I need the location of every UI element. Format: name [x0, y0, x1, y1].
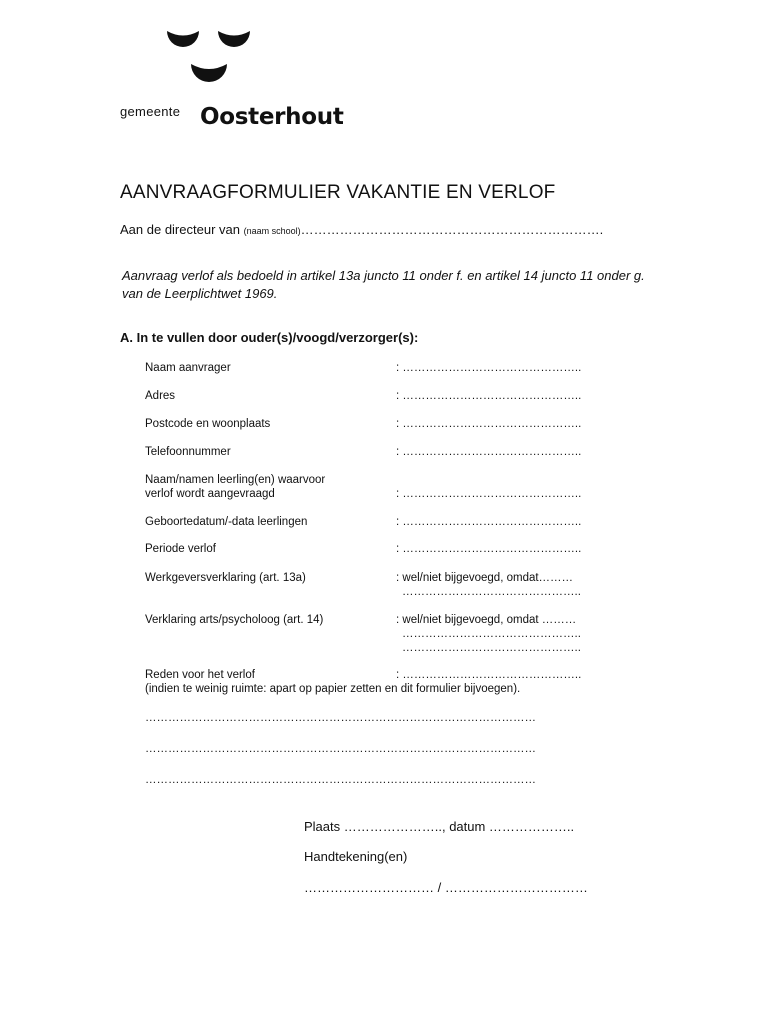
field-input-reden[interactable]: : ………………………………………..: [396, 669, 582, 681]
field-input-arts-extra-2[interactable]: ………………………………………..: [402, 642, 581, 654]
field-label-postcode: Postcode en woonplaats: [145, 418, 271, 430]
form-title: AANVRAAGFORMULIER VAKANTIE EN VERLOF: [120, 182, 556, 203]
intro-prefix: Aan de directeur van: [120, 222, 244, 237]
place-date-field[interactable]: Plaats ………………….., datum ………………..: [304, 819, 575, 834]
field-input-arts-extra-1[interactable]: ………………………………………..: [402, 628, 581, 640]
field-input-geboortedatum[interactable]: : ………………………………………..: [396, 516, 582, 528]
intro-line: [120, 222, 603, 237]
signature-label: Handtekening(en): [304, 849, 408, 864]
school-name-field[interactable]: …………………………………………………………….: [300, 222, 604, 237]
field-label-periode: Periode verlof: [145, 543, 216, 555]
field-label-arts: Verklaring arts/psycholoog (art. 14): [145, 614, 324, 626]
field-label-naam-aanvrager: Naam aanvrager: [145, 362, 231, 374]
legal-text-line-1: Aanvraag verlof als bedoeld in artikel 13a juncto 11 onder f. en artikel 14 juncto 11 onder g.: [122, 268, 645, 283]
field-input-naam-aanvrager[interactable]: : ………………………………………..: [396, 362, 582, 374]
field-label-geboortedatum: Geboortedatum/-data leerlingen: [145, 516, 308, 528]
field-input-telefoon[interactable]: : ………………………………………..: [396, 446, 582, 458]
section-a-heading: A. In te vullen door ouder(s)/voogd/verzorger(s):: [120, 330, 419, 345]
reason-line-1[interactable]: …………………………………………………………………………………………: [145, 712, 536, 724]
logo-text-oosterhout: Oosterhout: [200, 104, 344, 130]
intro-note: (naam school): [243, 226, 301, 236]
signature-field[interactable]: ………………………… / ……………………………: [304, 880, 588, 895]
field-label-adres: Adres: [145, 390, 176, 402]
field-label-telefoon: Telefoonnummer: [145, 446, 231, 458]
field-input-adres[interactable]: : ………………………………………..: [396, 390, 582, 402]
field-input-postcode[interactable]: : ………………………………………..: [396, 418, 582, 430]
logo-text-gemeente: gemeente: [120, 104, 181, 119]
legal-text-line-2: van de Leerplichtwet 1969.: [122, 286, 278, 301]
field-label-reden: Reden voor het verlof: [145, 669, 255, 681]
field-input-werkgever[interactable]: : wel/niet bijgevoegd, omdat………: [396, 572, 574, 584]
field-label-leerlingen-line-2: verlof wordt aangevraagd: [145, 488, 275, 500]
reason-line-2[interactable]: …………………………………………………………………………………………: [145, 743, 536, 755]
field-input-periode[interactable]: : ………………………………………..: [396, 543, 582, 555]
field-input-arts[interactable]: : wel/niet bijgevoegd, omdat ………: [396, 614, 577, 626]
field-input-werkgever-extra[interactable]: ………………………………………..: [402, 586, 581, 598]
field-label-leerlingen: Naam/namen leerling(en) waarvoor: [145, 474, 326, 486]
reason-note: (indien te weinig ruimte: apart op papier zetten en dit formulier bijvoegen).: [145, 683, 521, 695]
field-label-werkgever: Werkgeversverklaring (art. 13a): [145, 572, 306, 584]
field-input-leerlingen[interactable]: : ………………………………………..: [396, 488, 582, 500]
oosterhout-logo-icon: [164, 26, 254, 92]
reason-line-3[interactable]: …………………………………………………………………………………………: [145, 774, 536, 786]
